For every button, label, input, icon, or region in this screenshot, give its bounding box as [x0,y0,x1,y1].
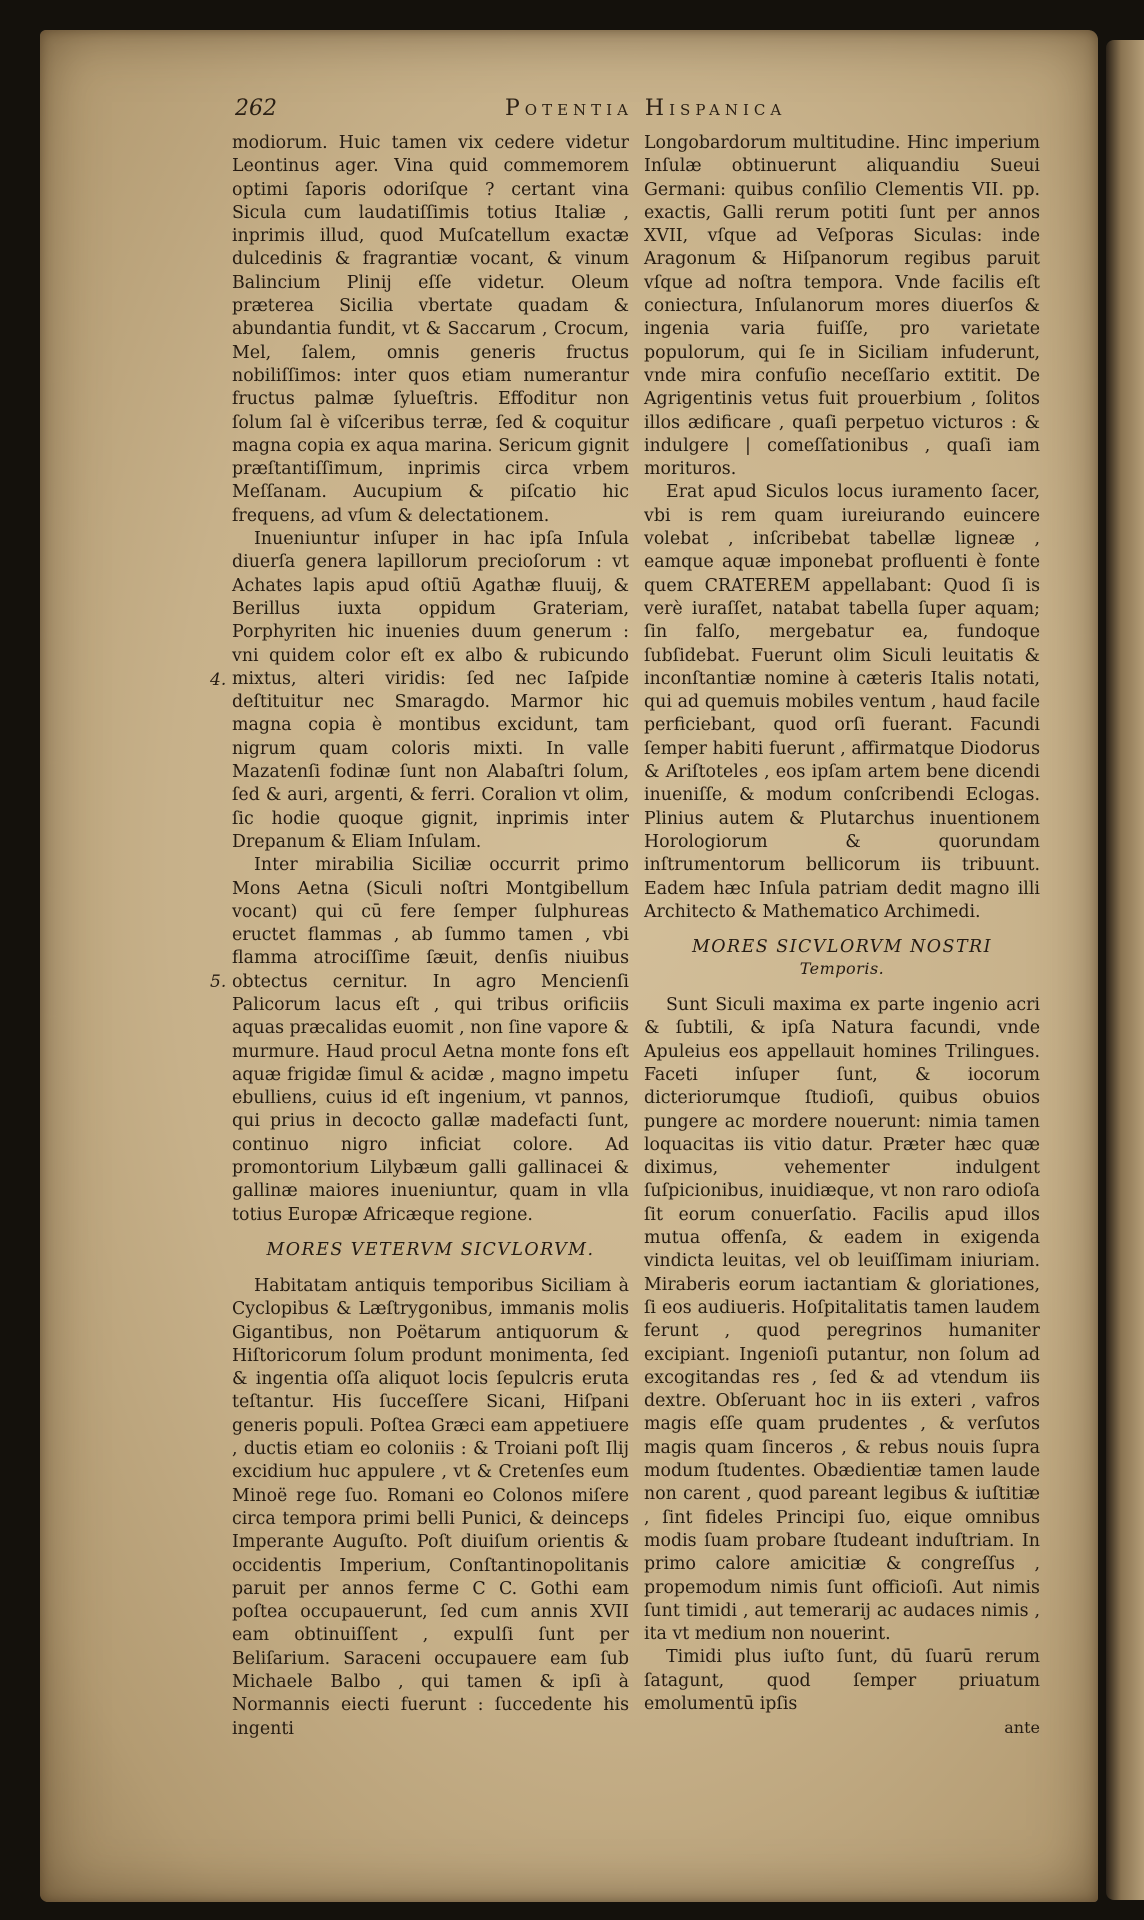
running-head [235,96,835,130]
adjacent-page-edge [1106,40,1144,1900]
left-paragraph-2: Inueniuntur inſuper in hac ipſa Inſula diuerſa genera lapillorum precioſorum : vt Achates lapis apud oſtiū Agathæ fluuij, & Berillus iuxta oppidum Grateriam, Porphyriten hic inuenies duum generum : vni quidem color eſt ex albo & rubicundo mixtus, alteri viridis: ſed nec Iaſpide deſtituitur nec Smaragdo. Marmor hic magna copia è montibus excidunt, tam nigrum quam coloris mixti. In valle Mazatenſi fodinæ ſunt non Alabaſtri ſolum, ſed & auri, argenti, & ferri. Coralion vt olim, ſic hodie quoque gignit, inprimis inter Drepanum & Eliam Inſulam. [232,529,629,852]
left-column [232,132,629,1741]
right-paragraph-3: Sunt Siculi maxima ex parte ingenio acri & ſubtili, & ipſa Natura facundi, vnde Apuleius eos appellauit homines Trilingues. Faceti inſuper ſunt, & iocorum dicteriorumque ſtudioſi, quibus obuios pungere ac mordere nouerunt: nimia tamen loquacitas iis vitio datur. Præter hæc quæ diximus, vehementer indulgent ſuſpicionibus, inuidiæque, vt non raro odioſa ſit eorum conuerſatio. Facilis apud illos mutua offenſa, & eadem in exigenda vindicta leuitas, vel ob leuiſſimam iniuriam. Miraberis eorum iactantiam & gloriationes, ſi eos audiueris. Hoſpitalitatis tamen laudem ferunt , quod peregrinos humaniter excipiant. Ingenioſi putantur, non ſolum ad excogitandas res , ſed & ad vtendum iis dextre. Obſeruant hoc in iis exteri , vafros magis eſſe quam prudentes , & verſutos magis quam ſinceros , & rebus nouis ſupra modum ſtudentes. Obædientiæ tamen laude non carent , quod pareant legibus & iuſtitiæ , ſint fideles Principi ſuo, eique omnibus modis ſuam probare ſtudeant induſtriam. In primo calore amicitiæ & congreſſus , propemodum nimis ſunt officioſi. Aut nimis ſunt timidi , aut temerarij ac audaces nimis , ita vt medium non nouerint. [644,995,1040,1645]
left-paragraph-3: Inter mirabilia Siciliæ occurrit primo Mons Aetna (Siculi noſtri Montgibellum vocant) qui cū fere ſemper ſulphureas eructet flammas , ab ſummo tamen , vbi flamma atrociſſime ſæuit, denſis niuibus obtectus cernitur. In agro Mencienſi Palicorum lacus eſt , qui tribus orificiis aquas præcalidas euomit , non ſine vapore & murmure. Haud procul Aetna monte fons eſt aquæ frigidæ ſimul & acidæ , magno impetu ebulliens, cuius id eſt ingenium, vt pannos, qui prius in decocto gallæ madefacti ſunt, continuo nigro inficiat colore. Ad promontorium Lilybæum galli gallinacei & gallinæ maiores inueniuntur, quam in vlla totius Europæ Africæque regione. [232,855,629,1225]
margin-number-5: 5. [210,972,227,992]
page-number: 262 [235,96,277,121]
right-paragraph-2: Erat apud Siculos locus iuramento ſacer, vbi is rem quam iureiurando euincere volebat , inſcribebat tabellæ ligneæ , eamque aquæ imponebat profluenti è fonte quem CRATEREM appellabant: Quod ſi is verè iuraſſet, natabat tabella ſuper aquam; ſin falſo, mergebatur ea, fundoque ſubſidebat. Fuerunt olim Siculi leuitatis & inconſtantiæ nomine à cæteris Italis notati, qui ad quemuis mobiles ventum , haud facile perficiebant, quod orſi fuerant. Facundi ſemper habiti fuerunt , affirmatque Diodorus & Ariſtoteles , eos ipſam artem bene dicendi inueniſſe, & modum conſcribendi Eclogas. Plinius autem & Plutarchus inuentionem Horologiorum & quorundam inſtrumentorum bellicorum iis tribuunt. Eadem hæc Inſula patriam dedit magno illi Architecto & Mathematico Archimedi. [644,482,1040,922]
left-paragraph-1: modiorum. Huic tamen vix cedere videtur Leontinus ager. Vina quid commemorem optimi ſaporis odoriſque ? certant vina Sicula cum laudatiſſimis totius Italiæ , inprimis illud, quod Muſcatellum exactæ dulcedinis & fragrantiæ vocant, & vinum Balincium Plinij eſſe videtur. Oleum præterea Sicilia vbertate quadam & abundantia fundit, vt & Saccarum , Crocum, Mel, ſalem, omnis generis fructus nobiliſſimos: inter quos etiam numerantur fructus palmæ ſylueſtris. Effoditur non ſolum ſal è viſceribus terræ, ſed & coquitur magna copia ex aqua marina. Sericum gignit præſtantiſſimum, inprimis circa vrbem Meſſanam. Aucupium & piſcatio hic frequens, ad vſum & delectationem. [232,133,629,526]
right-paragraph-1: Longobardorum multitudine. Hinc imperium Inſulæ obtinuerunt aliquandiu Sueui Germani: quibus conſilio Clementis VII. pp. exactis, Galli rerum potiti ſunt per annos XVII, vſque ad Veſporas Siculas: inde Aragonum & Hiſpanorum regibus paruit vſque ad noſtra tempora. Vnde facilis eſt coniectura, Inſulanorum mores diuerſos & ingenia varia fuiſſe, pro varietate populorum, qui ſe in Siciliam infuderunt, vnde mira confuſio neceſſario extitit. De Agrigentinis vetus fuit prouerbium , ſolitos illos ædificare , quaſi perpetuo victuros : & indulgere | comeſſationibus , quaſi iam morituros. [644,133,1040,480]
right-column [644,132,1040,1740]
section-heading-ancient-customs: MORES VETERVM SICVLORVM. [266,1239,595,1260]
right-paragraph-4: Timidi plus iuſto ſunt, dū ſuarū rerum ſatagunt, quod ſemper priuatum emolumentū ipſis [644,1647,1040,1714]
heading-main: MORES SICVLORVM NOSTRI [691,937,993,958]
margin-number-4: 4. [210,670,227,690]
running-title: Potentia Hispanica [505,96,787,121]
section-heading-modern-customs [644,936,1040,980]
left-paragraph-4: Habitatam antiquis temporibus Siciliam à Cyclopibus & Læſtrygonibus, immanis molis Gigantibus, non Poëtarum antiquorum & Hiſtoricorum ſolum produnt monimenta, ſed & ingentia oſſa aliquot locis ſepulcris eruta teſtantur. His ſucceſſere Sicani, Hiſpani generis populi. Poſtea Græci eam appetiuere , ductis etiam eo coloniis : & Troiani poſt Ilij excidium huc appulere , vt & Cretenſes eum Minoë rege ſuo. Romani eo Colonos miſere circa tempora primi belli Punici, & deinceps Imperante Auguſto. Poſt diuiſum orientis & occidentis Imperium, Conſtantinopolitanis paruit per annos ferme C C. Gothi eam poſtea occupauerunt, ſed cum annis XVII eam obtinuiſſent , expulſi ſunt per Beliſarium. Saraceni occupauere eam ſub Michaele Balbo , qui tamen & ipſi à Normannis eiecti fuerunt : ſuccedente his ingenti [232,1275,629,1739]
heading-sub: Temporis. [799,959,885,979]
catchword: ante [1004,1718,1040,1738]
